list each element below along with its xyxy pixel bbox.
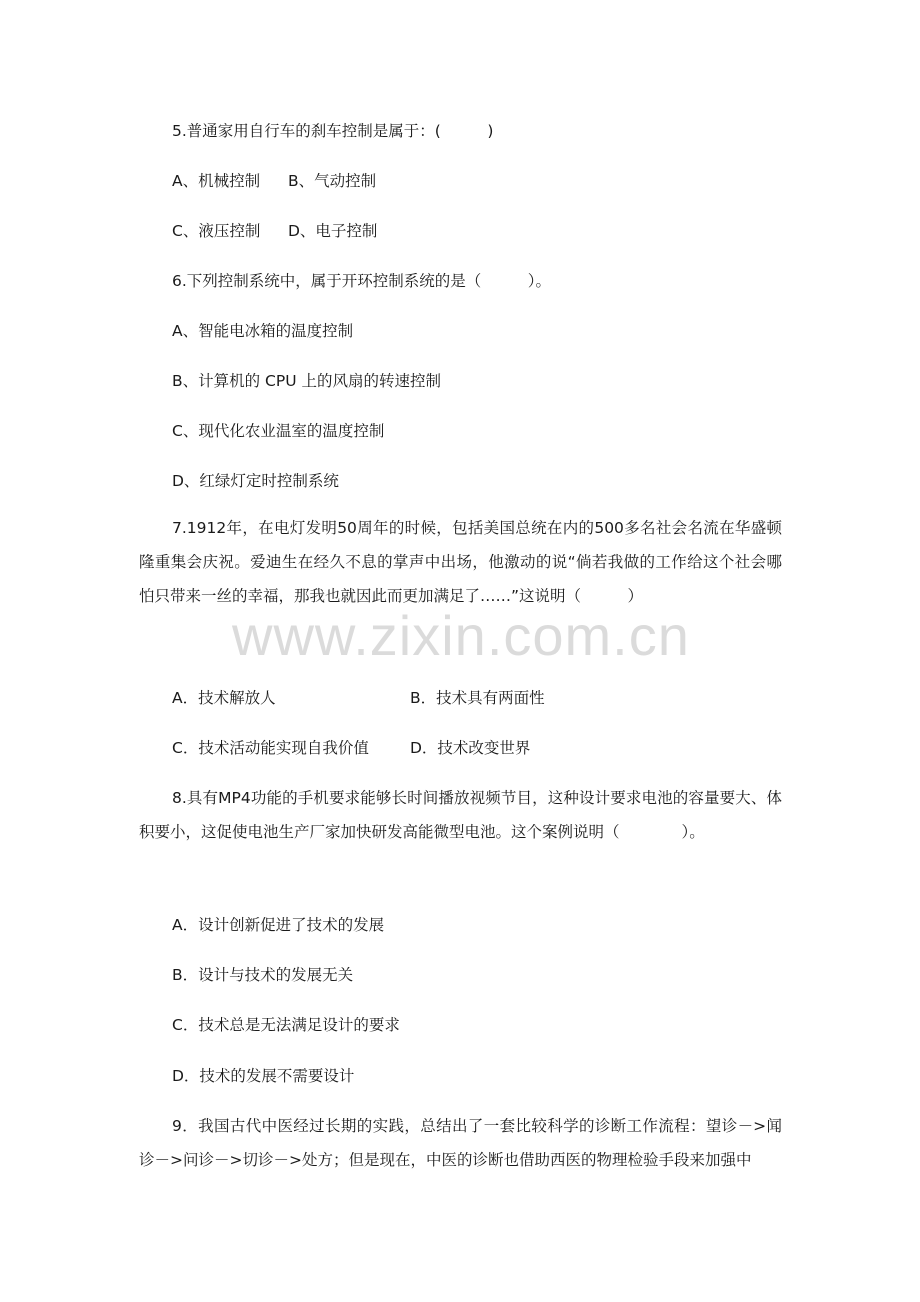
question-7-stem: 7.1912年，在电灯发明50周年的时候，包括美国总统在内的500多名社会名流在华盛顿隆重集会庆祝。爱迪生在经久不息的掌声中出场，他激动的说“倘若我做的工作给这个社会哪怕只带来一丝的幸福，那我也就因此而更加满足了……”这说明（ ）	[139, 519, 782, 605]
question-8-option-a: A．设计创新促进了技术的发展	[172, 916, 385, 934]
question-8-option-c: C．技术总是无法满足设计的要求	[172, 1016, 400, 1034]
option-b: B．技术具有两面性	[410, 689, 545, 707]
question-5-options-row-1	[172, 171, 376, 191]
question-5-stem: 5.普通家用自行车的刹车控制是属于：( )	[172, 122, 494, 140]
question-7-options-row-2	[172, 738, 530, 758]
option-b: B、气动控制	[288, 172, 377, 190]
question-8-stem: 8.具有MP4功能的手机要求能够长时间播放视频节目，这种设计要求电池的容量要大、体积要小，这促使电池生产厂家加快研发高能微型电池。这个案例说明（ ）。	[139, 789, 782, 841]
option-d: D、电子控制	[288, 222, 378, 240]
question-5-options-row-2	[172, 221, 377, 241]
question-8-option-b: B．设计与技术的发展无关	[172, 966, 354, 984]
watermark: www.zixin.com.cn	[232, 604, 690, 667]
question-6-option-c: C、现代化农业温室的温度控制	[172, 422, 385, 440]
question-9-stem: 9．我国古代中医经过长期的实践，总结出了一套比较科学的诊断工作流程：望诊－>闻诊－>问诊－>切诊－>处方；但是现在，中医的诊断也借助西医的物理检验手段来加强中	[139, 1117, 782, 1169]
question-6-option-b: B、计算机的 CPU 上的风扇的转速控制	[172, 372, 442, 390]
question-6-stem: 6.下列控制系统中，属于开环控制系统的是（ ）。	[172, 272, 552, 290]
option-a: A．技术解放人	[172, 689, 276, 707]
option-c: C、液压控制	[172, 222, 261, 240]
question-6-option-a: A、智能电冰箱的温度控制	[172, 322, 354, 340]
option-a: A、机械控制	[172, 172, 261, 190]
question-6-option-d: D、红绿灯定时控制系统	[172, 472, 339, 490]
option-d: D．技术改变世界	[410, 739, 531, 757]
option-c: C．技术活动能实现自我价值	[172, 739, 369, 757]
question-7-options-row-1	[172, 688, 545, 708]
question-8-option-d: D．技术的发展不需要设计	[172, 1067, 355, 1085]
